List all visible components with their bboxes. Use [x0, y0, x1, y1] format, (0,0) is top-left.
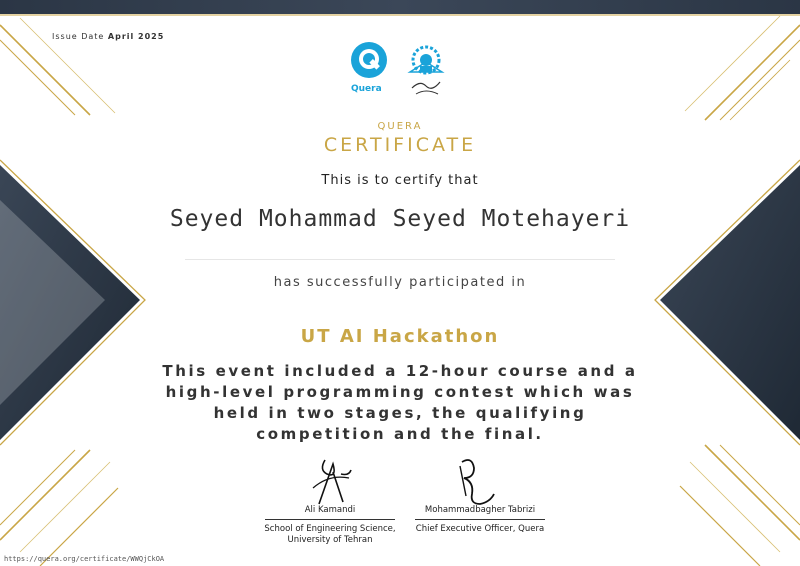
issue-date-label: Issue Date [52, 32, 105, 41]
certificate-subtitle: QUERA [377, 121, 423, 132]
participation-text: has successfully participated in [273, 275, 527, 290]
signature-block-2 [405, 505, 555, 535]
signature-line [415, 519, 545, 520]
certificate-url[interactable]: https://quera.org/certificate/WWQjCkOA [4, 555, 165, 563]
event-description: This event included a 12-hour course and a high-level programming contest which was held in two stages, the qualifying competition and the final. [162, 362, 638, 443]
signer-name: Ali Kamandi [304, 505, 356, 515]
certify-text: This is to certify that [321, 173, 479, 188]
signer-title: School of Engineering Science, [264, 524, 396, 534]
recipient-name: Seyed Mohammad Seyed Motehayeri [169, 206, 631, 232]
signature-ali-kamandi [305, 458, 365, 508]
signer-title: University of Tehran [287, 535, 373, 545]
right-decoration [655, 16, 800, 566]
signature-block-1 [255, 505, 405, 546]
left-decoration [0, 18, 145, 566]
quera-logo-icon [351, 42, 387, 78]
event-name: UT AI Hackathon [300, 326, 500, 347]
signature-line [265, 519, 395, 520]
quera-wordmark: Quera [351, 84, 382, 94]
signer-name: Mohammadbagher Tabrizi [424, 505, 536, 515]
university-logo-icon [410, 47, 442, 94]
signer-title: Chief Executive Officer, Quera [415, 524, 545, 534]
name-separator [185, 259, 615, 260]
issue-date [52, 32, 164, 41]
certificate-title: CERTIFICATE [323, 134, 477, 156]
issue-date-value: April 2025 [107, 32, 165, 41]
signature-mohammadbagher-tabrizi [450, 456, 505, 506]
